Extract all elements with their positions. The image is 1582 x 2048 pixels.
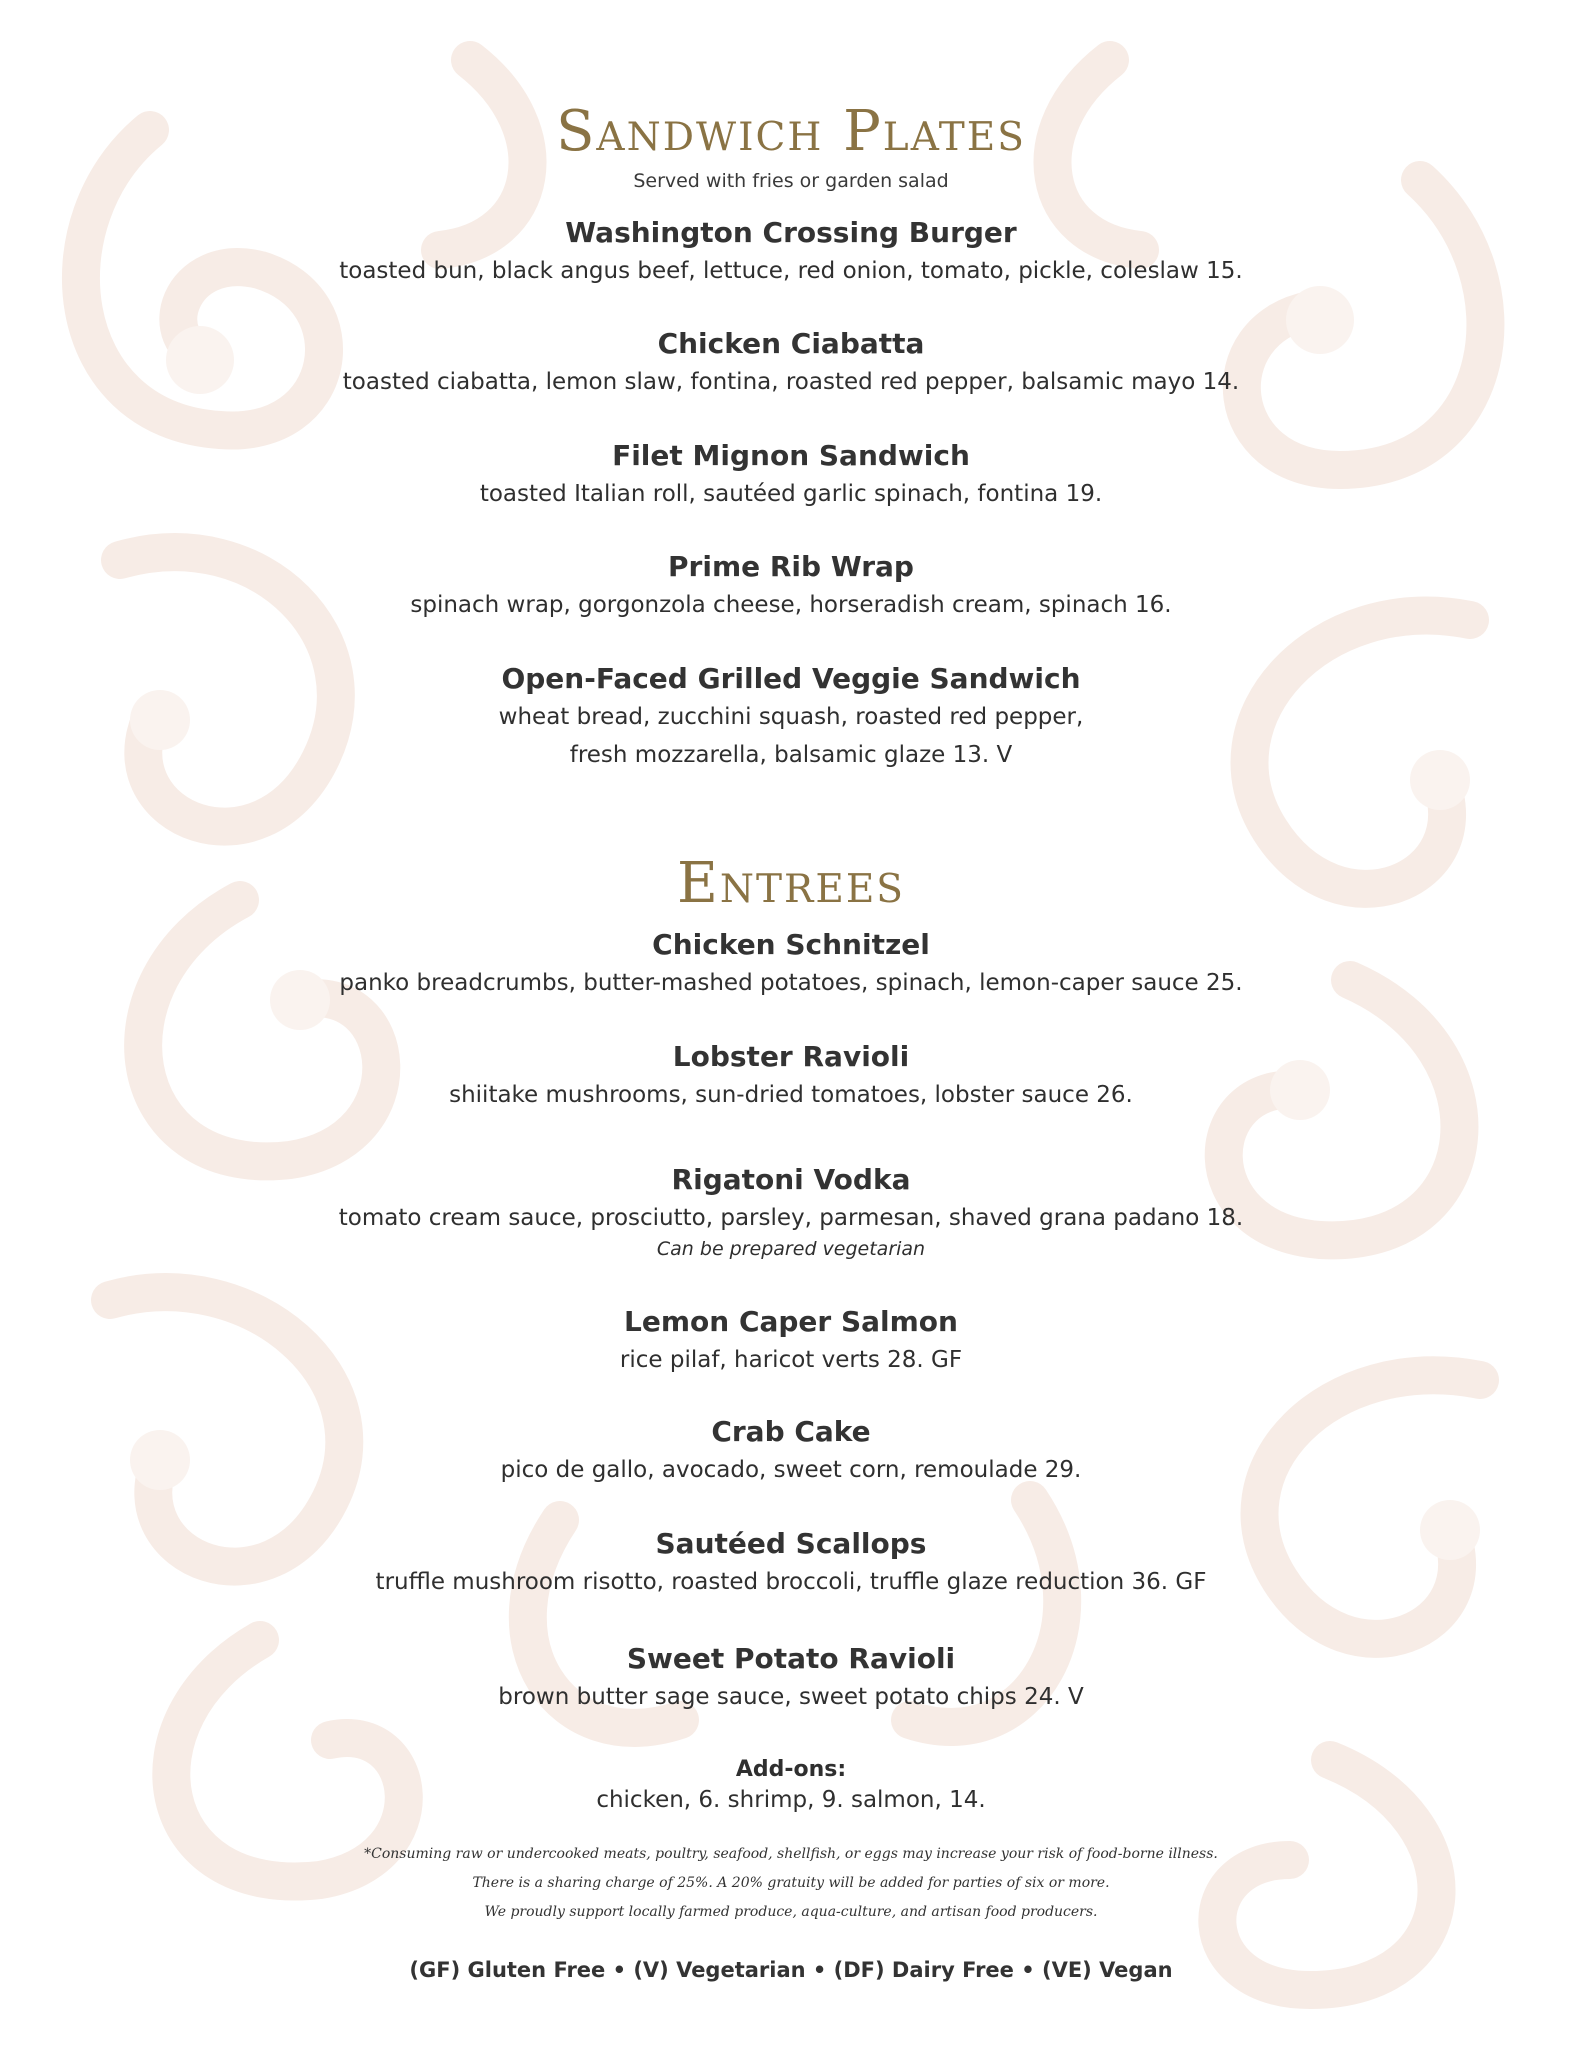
menu-item-description: brown butter sage sauce, sweet potato chips 24. V: [498, 1684, 1084, 1710]
menu-item-name: Open-Faced Grilled Veggie Sandwich: [501, 662, 1081, 695]
menu-item-description: rice pilaf, haricot verts 28. GF: [619, 1347, 963, 1373]
menu-item: [0, 1525, 1582, 1601]
menu-item-name: Washington Crossing Burger: [565, 216, 1017, 249]
section-title-sandwich-plates: Sandwich Plates: [556, 99, 1026, 164]
menu-item-name: Chicken Ciabatta: [657, 327, 925, 360]
menu-item: [0, 1038, 1582, 1114]
menu-item-name: Lemon Caper Salmon: [624, 1305, 958, 1338]
menu-item-name: Prime Rib Wrap: [668, 550, 914, 583]
menu-item-name: Filet Mignon Sandwich: [612, 439, 970, 472]
menu-item: [0, 548, 1582, 624]
dietary-legend: (GF) Gluten Free • (V) Vegetarian • (DF) Dairy Free • (VE) Vegan: [409, 1958, 1173, 1982]
menu-item-description: pico de gallo, avocado, sweet corn, remoulade 29.: [500, 1457, 1082, 1483]
menu-item-description: tomato cream sauce, prosciutto, parsley, parmesan, shaved grana padano 18.: [338, 1205, 1244, 1231]
menu-item: [0, 660, 1582, 774]
menu-item: [0, 325, 1582, 401]
addons-text: chicken, 6. shrimp, 9. salmon, 14.: [596, 1787, 986, 1813]
menu-item-description: fresh mozzarella, balsamic glaze 13. V: [569, 742, 1013, 768]
menu-item-description: wheat bread, zucchini squash, roasted red pepper,: [498, 704, 1084, 730]
menu-item-name: Sautéed Scallops: [655, 1527, 927, 1560]
menu-item-description: toasted bun, black angus beef, lettuce, red onion, tomato, pickle, coleslaw 15.: [339, 258, 1243, 284]
menu-item: [0, 1303, 1582, 1379]
menu-item: [0, 926, 1582, 1002]
menu-item-description: toasted Italian roll, sautéed garlic spinach, fontina 19.: [479, 481, 1103, 507]
menu-item-description: toasted ciabatta, lemon slaw, fontina, roasted red pepper, balsamic mayo 14.: [342, 369, 1240, 395]
section-title-entrees: Entrees: [676, 851, 906, 916]
addons-label: Add-ons:: [735, 1757, 847, 1782]
menu-item: [0, 1413, 1582, 1489]
menu-item-name: Sweet Potato Ravioli: [626, 1642, 956, 1675]
menu-item: [0, 1161, 1582, 1261]
section-subtitle: Served with fries or garden salad: [633, 170, 949, 192]
menu-item-name: Rigatoni Vodka: [671, 1163, 911, 1196]
menu-item-description: spinach wrap, gorgonzola cheese, horseradish cream, spinach 16.: [410, 592, 1172, 618]
menu-item-note: Can be prepared vegetarian: [656, 1238, 926, 1260]
menu-item-description: shiitake mushrooms, sun-dried tomatoes, lobster sauce 26.: [449, 1082, 1133, 1108]
addons-block: [0, 1755, 1582, 1815]
menu-item-name: Crab Cake: [711, 1415, 871, 1448]
menu-item-description: truffle mushroom risotto, roasted broccoli, truffle glaze reduction 36. GF: [375, 1569, 1207, 1595]
disclaimer-line: We proudly support locally farmed produce, aqua-culture, and artisan food producers.: [484, 1904, 1098, 1920]
disclaimer-block: [0, 1840, 1582, 1927]
menu-item: [0, 437, 1582, 513]
menu-item: [0, 214, 1582, 290]
menu-item: [0, 1640, 1582, 1716]
menu-item-description: panko breadcrumbs, butter-mashed potatoes, spinach, lemon-caper sauce 25.: [339, 970, 1243, 996]
disclaimer-line: There is a sharing charge of 25%. A 20% gratuity will be added for parties of six or more.: [472, 1875, 1110, 1891]
menu-item-name: Lobster Ravioli: [672, 1040, 910, 1073]
menu-item-name: Chicken Schnitzel: [652, 928, 930, 961]
disclaimer-line: *Consuming raw or undercooked meats, poultry, seafood, shellfish, or eggs may increase your risk of food-borne illness.: [364, 1846, 1218, 1862]
